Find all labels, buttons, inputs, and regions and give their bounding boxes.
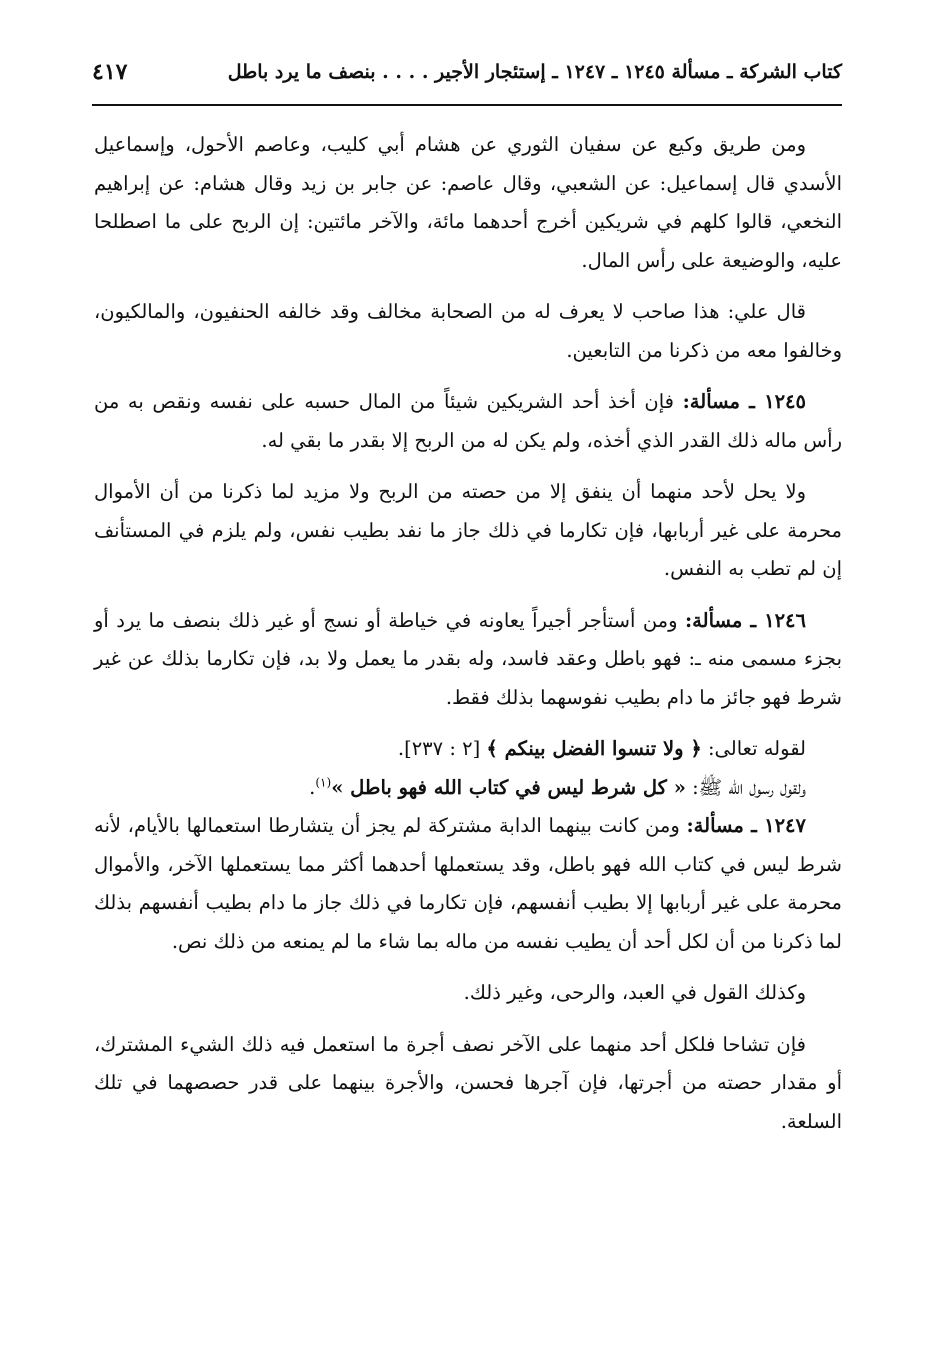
hadith-citation bbox=[94, 769, 842, 808]
paragraph-4 bbox=[94, 473, 842, 589]
running-title: كتاب الشركة ـ مسألة ١٢٤٥ ـ ١٢٤٧ ـ إستئجار الأجير . . . . بنصف ما يرد باطل bbox=[227, 61, 842, 83]
paragraph-9 bbox=[94, 974, 842, 1013]
issue-1246 bbox=[94, 602, 842, 718]
paragraph-text: وكذلك القول في العبد، والرحى، وغير ذلك. bbox=[463, 981, 806, 1004]
citation-intro: ولقول رسول الله ﷺ: bbox=[685, 775, 806, 799]
verse-reference: [٢ : ٢٣٧]. bbox=[397, 737, 487, 760]
hadith-text: « كل شرط ليس في كتاب الله فهو باطل » bbox=[331, 775, 686, 799]
paragraph-text: فإن تشاحا فلكل أحد منهما على الآخر نصف أجرة ما استعمل فيه ذلك الشيء المشترك، أو مقدار حصته من أجرتها، فإن آجرها فحسن، والأجرة بينهما على قدر حصصهما في تلك السلعة. bbox=[94, 1032, 842, 1133]
page-body bbox=[94, 126, 842, 1154]
quran-citation bbox=[94, 730, 842, 769]
issue-1245 bbox=[94, 383, 842, 460]
issue-number: ١٢٤٦ ـ مسألة: bbox=[684, 608, 807, 632]
paragraph-text: ومن طريق وكيع عن سفيان الثوري عن هشام أبي كليب، وعاصم الأحول، وإسماعيل الأسدي قال إسماعيل: عن الشعبي، وقال عاصم: عن جابر بن زيد وقال هشام: عن إبراهيم النخعي، قالوا كلهم في شريكين أخرج أحدهما مائة، والآخر مائتين: إن الربح على ما اصطلحا عليه، والوضيعة على رأس المال. bbox=[94, 133, 842, 272]
paragraph-10 bbox=[94, 1026, 842, 1142]
paragraph-1 bbox=[94, 126, 842, 280]
issue-number: ١٢٤٥ ـ مسألة: bbox=[682, 390, 807, 413]
paragraph-text: ومن أستأجر أجيراً يعاونه في خياطة أو نسج أو غير ذلك بنصف ما يرد أو بجزء مسمى منه ـ: فهو باطل وعقد فاسد، وله بقدر ما يعمل ولا بد، فإن تكارما بذلك عن غير شرط فهو جائز ما دام بطيب نفوسهما بذلك فقط. bbox=[94, 608, 842, 709]
paragraph-text: فإن أخذ أحد الشريكين شيئاً من المال حسبه على نفسه ونقص به من رأس ماله ذلك القدر الذي أخذه، ولم يكن له من الربح إلا بقدر ما بقي له. bbox=[94, 390, 842, 452]
page-header bbox=[92, 52, 842, 92]
paragraph-text: ولا يحل لأحد منهما أن ينفق إلا من حصته من الربح ولا مزيد لما ذكرنا من أن الأموال محرمة على غير أربابها، فإن تكارما في ذلك جاز ما نفد بطيب نفس، ولم يلزم في المستأنف إن لم تطب به النفس. bbox=[94, 480, 842, 580]
header-rule bbox=[92, 104, 842, 106]
issue-1247 bbox=[94, 807, 842, 961]
paragraph-text: قال علي: هذا صاحب لا يعرف له من الصحابة مخالف وقد خالفه الحنفيون، والمالكيون، وخالفوا معه من ذكرنا من التابعين. bbox=[94, 300, 842, 362]
quran-verse: ﴿ ولا تنسوا الفضل بينكم ﴾ bbox=[486, 737, 702, 760]
citation-intro: لقوله تعالى: bbox=[701, 737, 806, 760]
page-number: ٤١٧ bbox=[92, 59, 128, 85]
paragraph-text: ومن كانت بينهما الدابة مشتركة لم يجز أن يتشارطا استعمالها بالأيام، لأنه شرط ليس في كتاب الله فهو باطل، وقد يستعملها أحدهما أكثر مما يستعملها الآخر، والأموال محرمة على غير أربابها إلا بطيب أنفسهم، فإن تكارما في ذلك جاز ما دام بطيب أنفسهم بذلك لما ذكرنا من أن لكل أحد أن يطيب نفسه من ماله بما شاء ما لم يمنعه من ذلك نص. bbox=[94, 814, 842, 953]
issue-number: ١٢٤٧ ـ مسألة: bbox=[686, 814, 806, 837]
citation-end: . bbox=[309, 775, 316, 799]
paragraph-2 bbox=[94, 293, 842, 370]
footnote-marker: (١) bbox=[315, 775, 332, 789]
